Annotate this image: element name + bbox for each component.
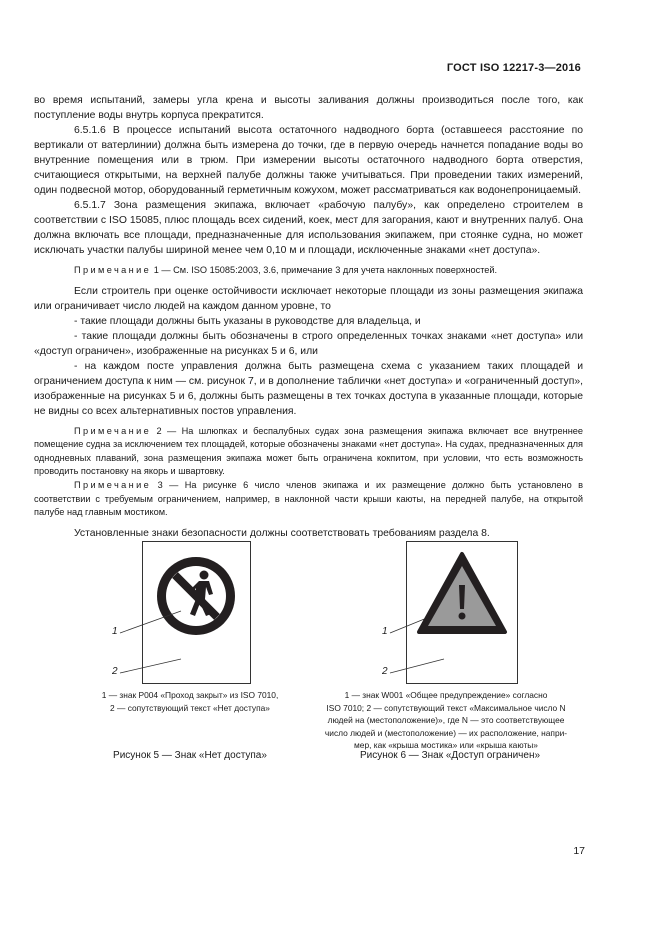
paragraph: Если строитель при оценке остойчивости исключает некоторые площади из зоны размещения экипажа или ограничивает число людей на каждом данном уровне, то	[34, 285, 583, 312]
document-body	[34, 93, 583, 541]
note-label: Примечание	[74, 265, 152, 275]
paragraph: - такие площади должны быть указаны в руководстве для владельца, и	[74, 315, 421, 327]
figure-5-callout-2: 2	[112, 666, 118, 677]
paragraph: 6.5.1.6 В процессе испытаний высота остаточного надводного борта (оставшееся расстояние по вертикали от ватерлинии) должна быть измерена до точки, где в первую очередь начнется попадание воды во внутренние помещения или в трюм. При измерении высоты остаточного надводного борта отверстия, считающиеся открытыми, на верхней палубе должны также учитываться. При проведении таких измерений, один подвесной мотор, оборудованный герметичным кожухом, может рассматриваться как водонепроницаемый.	[34, 125, 583, 196]
caption-line: 1 — знак Р004 «Проход закрыт» из ISO 7010,	[101, 690, 279, 700]
paragraph: Установленные знаки безопасности должны соответствовать требованиям раздела 8.	[74, 527, 490, 539]
caption-line: мер, как «крыша мостика» или «крыша каюты»	[354, 740, 538, 751]
note	[34, 425, 583, 479]
note	[34, 264, 583, 278]
note-label: Примечание	[74, 479, 152, 490]
paragraph: - на каждом посте управления должна быть размещена схема с указанием таких площадей и ограничением доступа к ним — см. рисунок 7, и в дополнение таблички «нет доступа» и «ограниченный доступ», изображенные на рисунках 5 и 6, должны быть размещены в тех точках доступа в указанные площади, которые не видны со всех альтернативных постов управления.	[34, 360, 583, 417]
figure-6-caption	[318, 689, 574, 752]
caption-line: ISO 7010; 2 — сопутствующий текст «Максимальное число N	[326, 702, 566, 713]
warning-sign-icon	[407, 542, 517, 683]
paragraph: во время испытаний, замеры угла крена и высоты заливания должны производиться после того, как поступление воды внутрь корпуса прекратится.	[34, 95, 583, 121]
page-number: 17	[573, 845, 585, 857]
figure-6-callout-2: 2	[382, 666, 388, 677]
caption-line: людей на (местоположение)», где N — это соответствующее	[327, 715, 565, 726]
note	[34, 479, 583, 520]
document-header: ГОСТ ISO 12217-3—2016	[446, 62, 581, 74]
figure-6-title: Рисунок 6 — Знак «Доступ ограничен»	[359, 750, 541, 761]
caption-line: 2 — сопутствующий текст «Нет доступа»	[110, 702, 270, 713]
paragraph: 6.5.1.7 Зона размещения экипажа, включает «рабочую палубу», как определено строителем в соответствии с ISO 15085, плюс площадь всех сидений, коек, мест для загорания, кают и внутренних палуб. Она должна включать все площади, предназначенные для использования экипажем, при стоянке судна, но может исключать участки палубы шириной менее чем 0,10 м и площади, исключенные знаками «нет доступа».	[34, 200, 583, 256]
note-text: 1 — См. ISO 15085:2003, 3.6, примечание 3 для учета наклонных поверхностей.	[151, 265, 498, 275]
figure-5-callout-1: 1	[112, 626, 118, 637]
caption-line: число людей и (местоположение) — их расположение, напри-	[324, 727, 568, 738]
caption-line: 1 — знак W001 «Общее предупреждение» согласно	[344, 690, 548, 700]
figure-6-callout-1: 1	[382, 626, 388, 637]
paragraph: - такие площади должны быть обозначены в строго определенных точках знаками «нет доступа» или «доступ ограничен», изображенные на рисунках 5 и 6, или	[34, 330, 583, 357]
note-text: 3 — На рисунке 6 число членов экипажа и их размещение должно быть установлено в соответствии с требуемым ограничением, например, в наклонной части крыши каюты, на передней палубе, на открытой палубе над главным мостиком.	[34, 479, 583, 518]
figure-5-sign-frame	[142, 541, 251, 684]
prohibition-sign-icon	[143, 542, 250, 683]
note-text: 2 — На шлюпках и беспалубных судах зона размещения экипажа включает все внутреннее помещение судна за исключением тех площадей, которые обозначены знаками «нет доступа». На судах, предназначенных для однодневных плаваний, зона размещения экипажа может быть ограничена кокпитом, при условии, что есть возможность проводить постановку на якорь и швартовку.	[34, 425, 583, 477]
figure-6-sign-frame	[406, 541, 518, 684]
figure-5-title: Рисунок 5 — Знак «Нет доступа»	[113, 750, 267, 761]
note-label: Примечание	[74, 425, 152, 436]
figure-5-caption	[80, 689, 300, 714]
